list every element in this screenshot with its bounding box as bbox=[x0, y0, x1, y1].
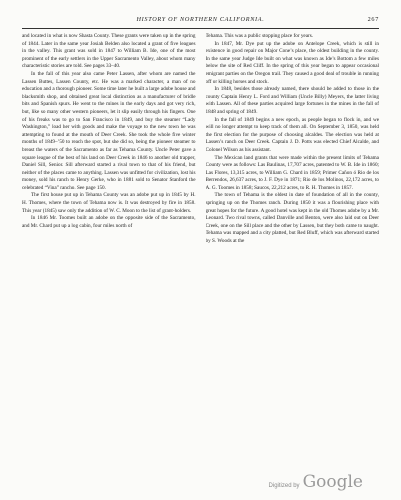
left-column bbox=[22, 33, 196, 471]
header-rule bbox=[22, 28, 379, 29]
paragraph: In 1847, Mr. Dye put up the adobe on Antelope Creek, which is still in existence in good repair on Major Cone’s place, the oldest building in the county. In the same year Judge Ide built on what was known as Ide’s Bottom a few miles below the site of Red Cliff. In the spring of this year began to appear occasional emigrant parties on the Oregon trail. They caused a good deal of trouble in running off or killing horses and stock. bbox=[205, 40, 379, 85]
running-header bbox=[22, 16, 379, 28]
text-columns bbox=[22, 33, 379, 471]
digitization-watermark bbox=[269, 472, 363, 492]
page-number: 267 bbox=[367, 16, 379, 23]
paragraph: The first house put up in Tehama County was an adobe put up in 1845 by H. H. Thomes, where the town of Tehama now is. It was destroyed by fire in 1858. This year (1845) saw only the addition of W. C. Moon to the list of grant-holders. bbox=[22, 192, 196, 214]
paragraph: The Mexican land grants that were made within the present limits of Tehama County were as follows: Las Baulinas, 17,707 acres, patented to W. B. Ide in 1860; Las Flores, 13,315 acres, to William G. Chard in 1859; Primer Cañon ó Rio de los Berrendos, 26,637 acres, to J. F. Dye in 1871; Rio de los Molinos, 22,172 acres, to A. G. Toomes in 1858; Saucos, 22,212 acres, to R. H. Thomes in 1857. bbox=[205, 154, 379, 191]
paragraph: and located in what is now Shasta County. These grants were taken up in the spring of 1844. Later in the same year Josiah Belden also located a grant of five leagues in the valley. This grant was sold in 1847 to William B. Ide, one of the most prominent of the early settlers in the Upper Sacramento Valley, about whom many characteristic stories are told. See pages 33–40. bbox=[22, 33, 196, 70]
paragraph: In 1848, besides those already named, there should be added to those in the county Captain Henry L. Ford and William (Uncle Billy) Meyers, the latter living with Lassen. All of these parties acquired large fortunes in the mines in the fall of 1848 and spring of 1849. bbox=[205, 86, 379, 115]
paragraph: In 1846 Mr. Toomes built an adobe on the opposite side of the Sacramento, and Mr. Chard put up a log cabin, four miles north of bbox=[22, 215, 196, 229]
running-title: HISTORY OF NORTHERN CALIFORNIA. bbox=[136, 16, 265, 23]
paragraph: The town of Tehama is the oldest in date of foundation of all in the county, springing up on the Thomes ranch. During 1850 it was a flourishing place with great hopes for the future. A good hotel was kept in the old Thomes adobe by a Mr. Leonard. Two rival towns, called Danville and Benton, were also laid out on Deer Creek, one on the Sill place and the other by Lassen, but they both came to naught. Tehama was mapped and a city platted, but Red Bluff, which was afterward started by S. Woods at the bbox=[205, 192, 379, 245]
paragraph: In the fall of 1849 begins a new epoch, as people began to flock in, and we will no longer attempt to keep track of them all. On September 3, 1850, was held the first election for the purpose of choosing alcaldes. The election was held at Lassen’s ranch on Deer Creek. Captain J. D. Potts was elected Chief Alcalde, and Colonel Wilson as his assistant. bbox=[205, 116, 379, 153]
paragraph: In the fall of this year also came Peter Lassen, after whom are named the Lassen Buttes, Lassen County, etc. He was a marked character, a man of no education and a thorough pioneer. Some time later he built a large adobe house and blacksmith shop, and obtained great local distinction as a manufacturer of bridle bits and Spanish spurs. He went to the mines in the early days and got very rich, but, like so many other western pioneers, let it slip easily through his fingers. One of his freaks was to go to San Francisco in 1849, and buy the steamer “Lady Washington,” load her with goods and make the voyage to the new town he was attempting to found at the mouth of Deer Creek. She took the whole five winter months of 1849–’50 to reach the spot, but she did so, being the pioneer steamer to breast the waters of the Sacramento as far as Tehama County. Uncle Peter gave a square league of the best of his land on Deer Creek in 1846 to another old trapper, Daniel Sill, Senior. Sill afterward started a rival town to that of his friend, but neither of the places came to anything. Lassen was unfitted for civilization, lost his money, sold his ranch to Henry Gerke, who in 1881 sold to Senator Stanford the celebrated “Vina” rancho. See page 150. bbox=[22, 70, 196, 191]
google-logo: Google bbox=[302, 472, 363, 492]
paragraph: Tehama. This was a public stopping place for years. bbox=[205, 33, 314, 39]
digitized-by-label: Digitized by bbox=[268, 483, 300, 489]
right-column bbox=[206, 33, 380, 471]
